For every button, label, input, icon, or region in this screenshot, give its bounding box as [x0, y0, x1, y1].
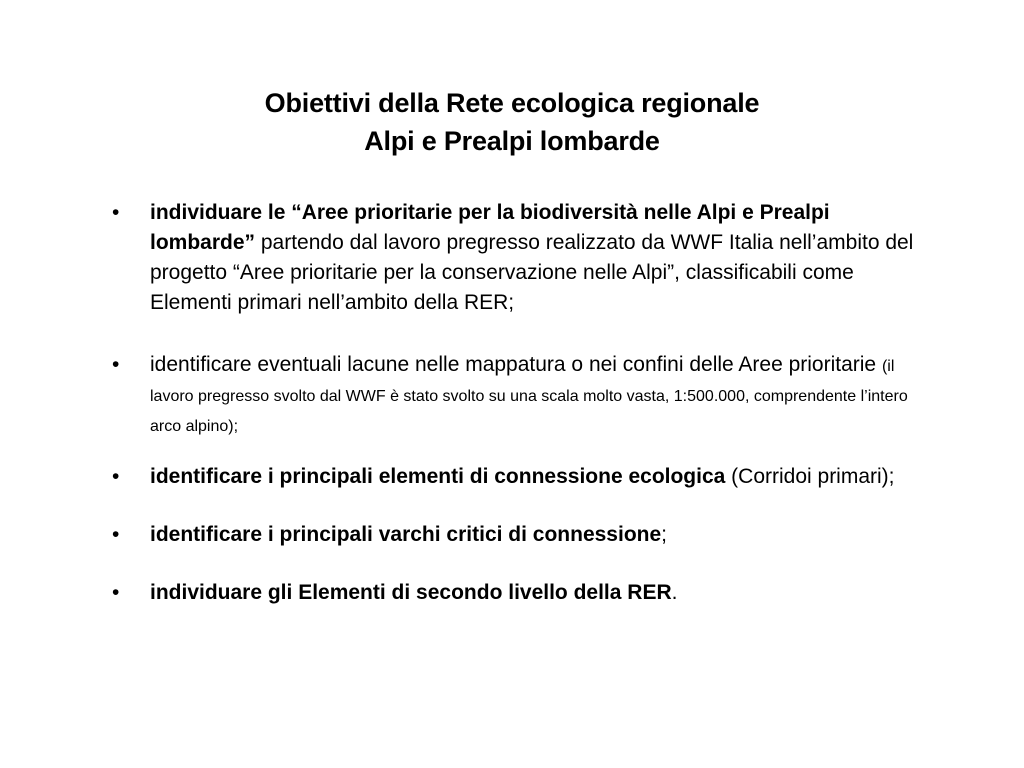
bullet-item [112, 350, 932, 440]
bullet-bold-text: individuare gli Elementi di secondo livello della RER [150, 581, 672, 604]
slide-title-line-2: Alpi e Prealpi lombarde [364, 126, 660, 156]
bullet-text: ; [661, 523, 668, 546]
bullet-marker: • [112, 581, 120, 604]
bullet-text: partendo dal lavoro pregresso realizzato da WWF Italia nell’ambito del progetto “Aree prioritarie per la conservazione nelle Alpi”, classificabili come Elementi primari nell’ambito della RER; [150, 231, 914, 314]
bullet-bold-text: identificare i principali elementi di connessione ecologica [150, 465, 726, 488]
bullet-marker: • [112, 465, 120, 488]
bullet-bold-text: individuare le “Aree prioritarie per la biodiversità nelle Alpi e Prealpi lombarde” [150, 201, 830, 254]
bullet-text: . [671, 581, 678, 604]
slide-title [100, 84, 924, 160]
bullet-item [112, 520, 932, 550]
bullet-marker: • [112, 201, 120, 224]
bullet-item [112, 578, 932, 608]
bullet-marker: • [112, 353, 120, 376]
bullet-item [112, 198, 932, 318]
bullet-marker: • [112, 523, 120, 546]
bullet-note-text: (il lavoro pregresso svolto dal WWF è stato svolto su una scala molto vasta, 1:500.000, comprendente l’intero arco alpino); [150, 358, 908, 435]
bullet-list [112, 198, 932, 608]
bullet-text: (Corridoi primari); [725, 465, 895, 488]
bullet-text: identificare eventuali lacune nelle mappatura o nei confini delle Aree prioritarie [150, 353, 882, 376]
bullet-bold-text: identificare i principali varchi critici di connessione [150, 523, 662, 546]
bullet-item [112, 462, 932, 492]
slide-title-line-1: Obiettivi della Rete ecologica regionale [264, 88, 760, 118]
